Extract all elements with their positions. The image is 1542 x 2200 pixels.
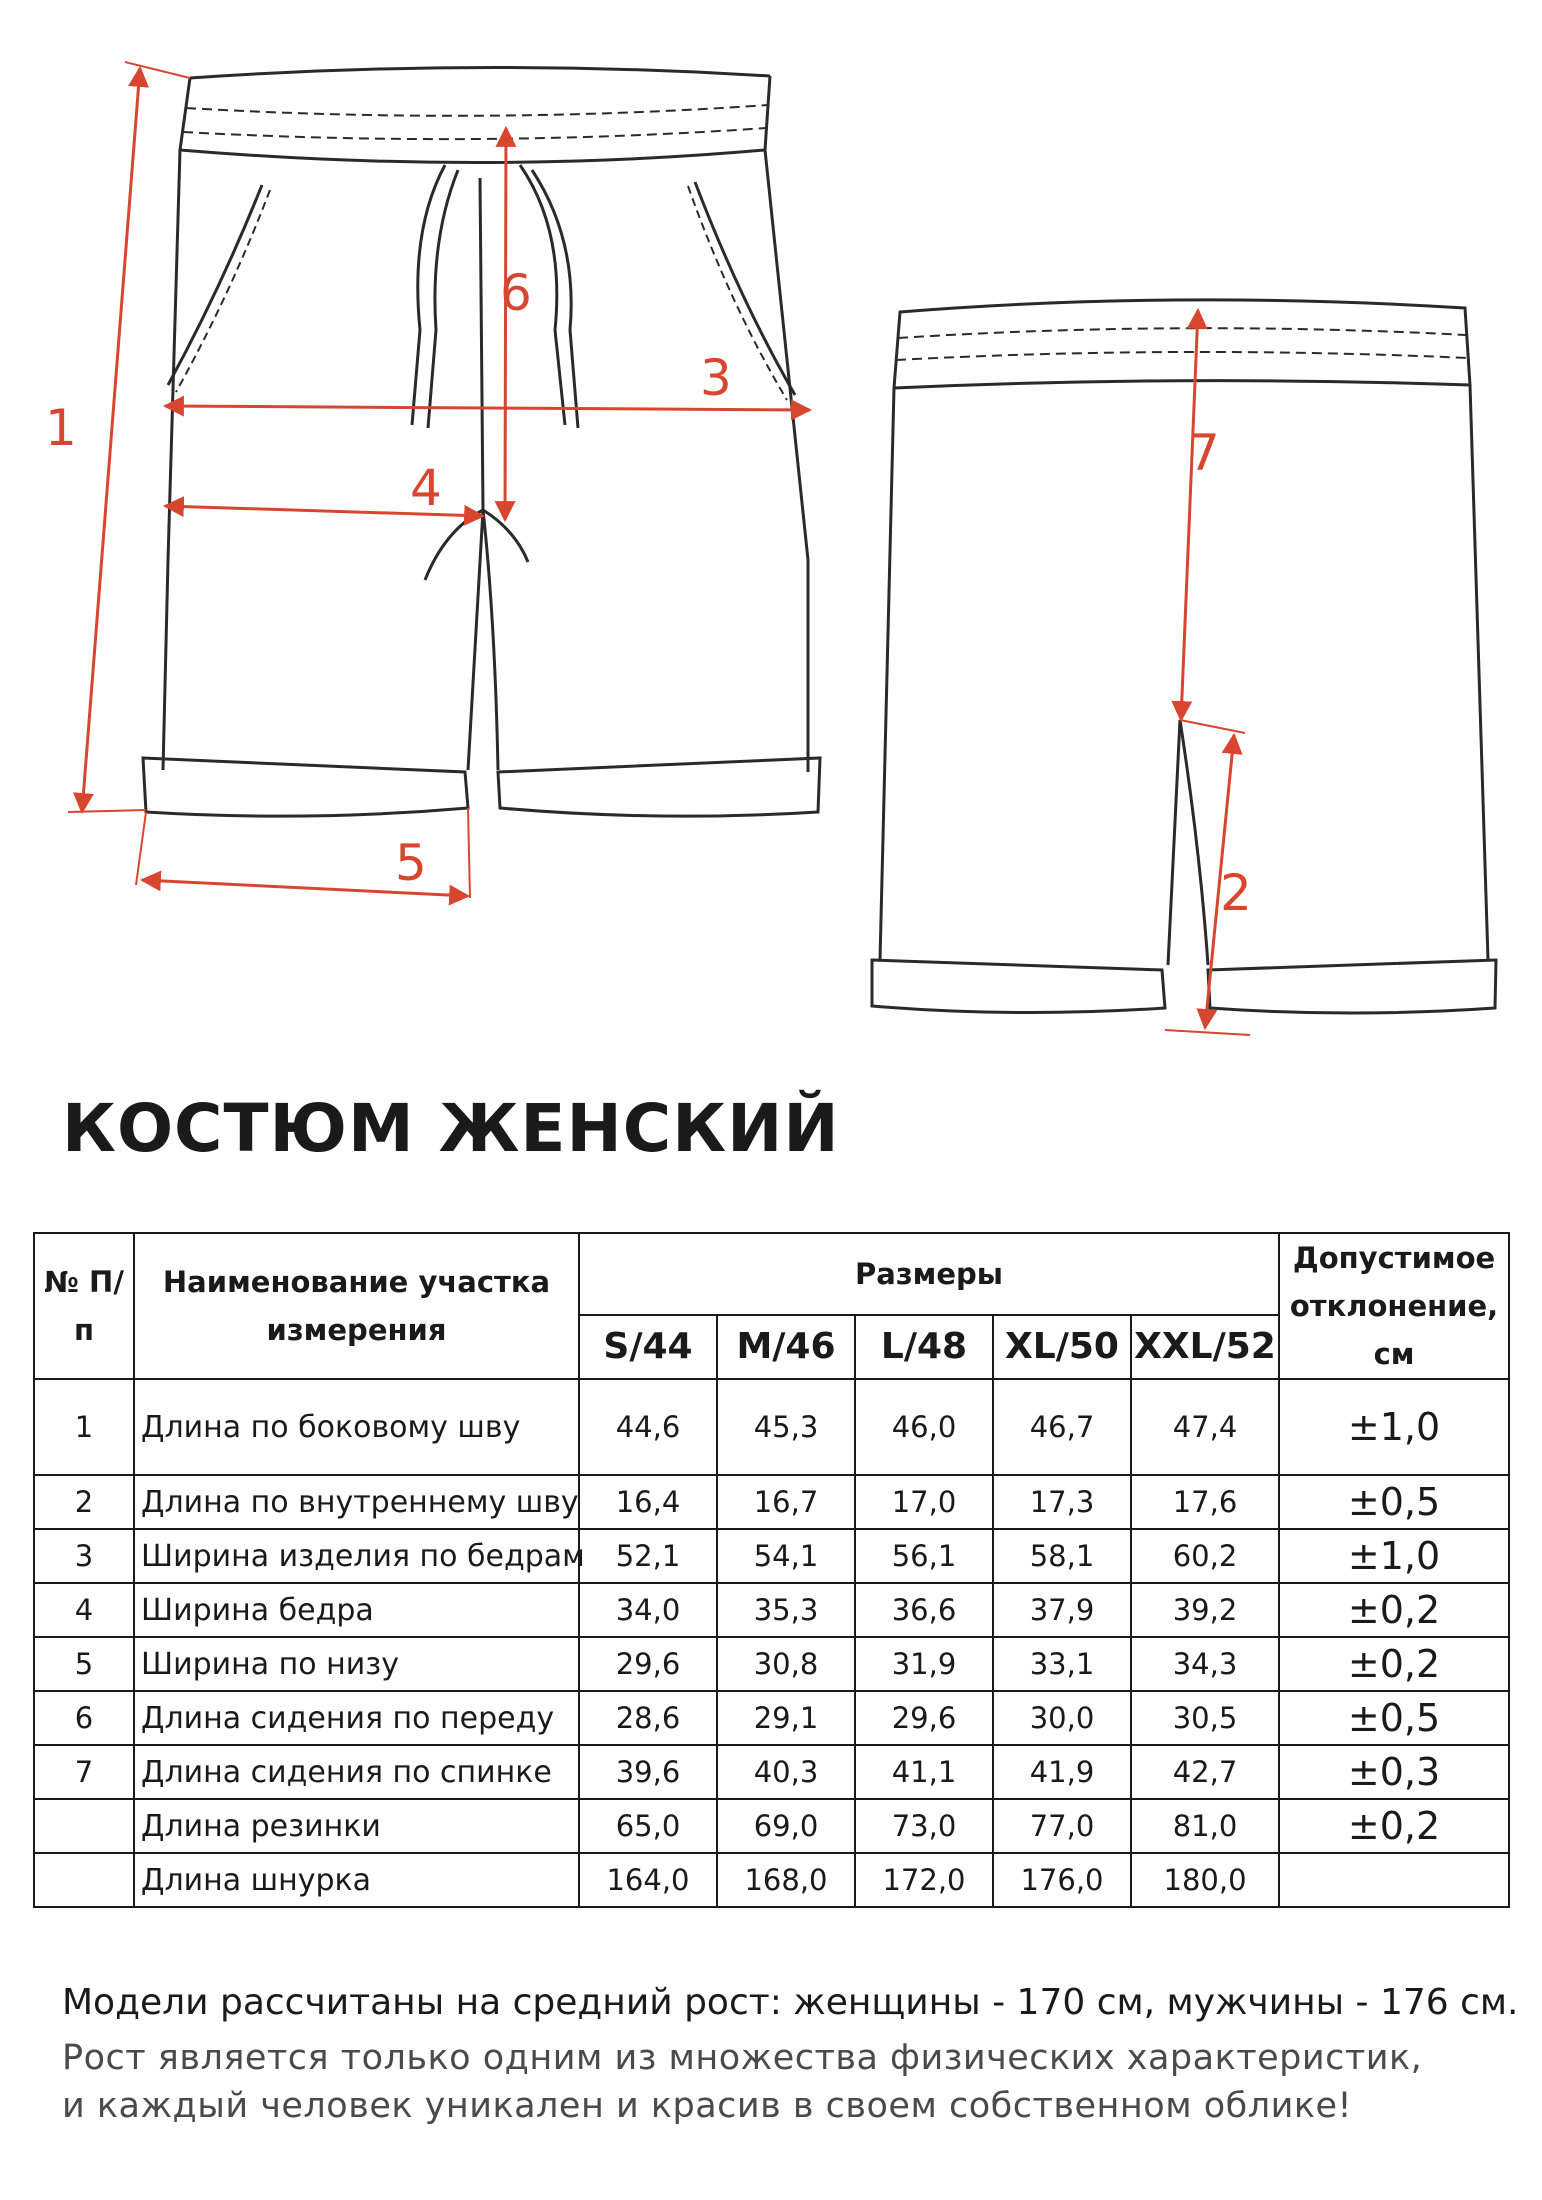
back-right-cuff — [1208, 960, 1496, 1013]
row-value: 39,6 — [579, 1745, 717, 1799]
row-value: 35,3 — [717, 1583, 855, 1637]
row-value: 81,0 — [1131, 1799, 1279, 1853]
size-l48: L/48 — [855, 1315, 993, 1379]
footer-note-line-2: Рост является только одним из множества физических характеристик, — [62, 2038, 1423, 2078]
back-waistband-outline — [894, 300, 1470, 388]
front-right-cuff — [498, 758, 820, 816]
row-name: Длина сидения по переду — [134, 1691, 579, 1745]
measure-7-back-rise-arrow — [1181, 310, 1198, 720]
measure-6-front-rise-arrow — [505, 128, 506, 520]
row-value: 17,0 — [855, 1475, 993, 1529]
row-value: 30,0 — [993, 1691, 1131, 1745]
front-crotch-right — [483, 510, 498, 770]
row-name: Ширина по низу — [134, 1637, 579, 1691]
row-name: Длина резинки — [134, 1799, 579, 1853]
row-name: Длина сидения по спинке — [134, 1745, 579, 1799]
table-body — [34, 1379, 1509, 1907]
row-tolerance — [1279, 1853, 1509, 1907]
measure-label-6: 6 — [500, 264, 532, 322]
row-value: 65,0 — [579, 1799, 717, 1853]
row-value: 42,7 — [1131, 1745, 1279, 1799]
size-xxl52: XXL/52 — [1131, 1315, 1279, 1379]
drawstring-knot — [425, 510, 483, 580]
measure-label-3: 3 — [700, 349, 732, 407]
row-name: Длина шнурка — [134, 1853, 579, 1907]
table-row — [34, 1853, 1509, 1907]
row-value: 29,6 — [855, 1691, 993, 1745]
measure-label-5: 5 — [395, 834, 427, 892]
front-waistband-outline — [180, 76, 770, 163]
row-value: 46,0 — [855, 1379, 993, 1475]
header-tolerance: Допустимое отклонение, см — [1279, 1233, 1509, 1379]
row-tolerance: ±0,2 — [1279, 1799, 1509, 1853]
row-value: 172,0 — [855, 1853, 993, 1907]
header-sizes: Размеры — [579, 1233, 1279, 1315]
row-number: 2 — [34, 1475, 134, 1529]
row-number: 6 — [34, 1691, 134, 1745]
row-number — [34, 1853, 134, 1907]
size-xl50: XL/50 — [993, 1315, 1131, 1379]
row-value: 56,1 — [855, 1529, 993, 1583]
table-row — [34, 1745, 1509, 1799]
row-value: 40,3 — [717, 1745, 855, 1799]
measure-label-4: 4 — [410, 459, 442, 517]
back-right-side — [1470, 385, 1488, 960]
row-name: Длина по внутреннему шву — [134, 1475, 579, 1529]
row-value: 180,0 — [1131, 1853, 1279, 1907]
row-value: 168,0 — [717, 1853, 855, 1907]
row-value: 29,6 — [579, 1637, 717, 1691]
size-m46: M/46 — [717, 1315, 855, 1379]
row-number: 7 — [34, 1745, 134, 1799]
row-value: 69,0 — [717, 1799, 855, 1853]
front-crotch-left — [468, 178, 483, 770]
row-name: Длина по боковому шву — [134, 1379, 579, 1475]
measure-1-side-length-arrow — [82, 68, 140, 812]
row-value: 37,9 — [993, 1583, 1131, 1637]
row-value: 58,1 — [993, 1529, 1131, 1583]
row-tolerance: ±0,5 — [1279, 1475, 1509, 1529]
size-s44: S/44 — [579, 1315, 717, 1379]
row-value: 45,3 — [717, 1379, 855, 1475]
size-table — [33, 1232, 1510, 1908]
front-right-side — [765, 150, 808, 772]
row-number: 1 — [34, 1379, 134, 1475]
row-tolerance: ±0,3 — [1279, 1745, 1509, 1799]
measure-label-7: 7 — [1188, 424, 1220, 482]
shorts-front-view — [143, 67, 820, 816]
footer-height-note: Модели рассчитаны на средний рост: женщины - 170 см, мужчины - 176 см. — [62, 1982, 1519, 2023]
row-value: 33,1 — [993, 1637, 1131, 1691]
row-value: 41,1 — [855, 1745, 993, 1799]
row-name: Ширина бедра — [134, 1583, 579, 1637]
table-header-row — [34, 1233, 1509, 1315]
row-value: 30,8 — [717, 1637, 855, 1691]
table-row — [34, 1691, 1509, 1745]
row-value: 164,0 — [579, 1853, 717, 1907]
row-value: 46,7 — [993, 1379, 1131, 1475]
row-tolerance: ±0,5 — [1279, 1691, 1509, 1745]
row-number: 5 — [34, 1637, 134, 1691]
row-value: 60,2 — [1131, 1529, 1279, 1583]
row-value: 176,0 — [993, 1853, 1131, 1907]
front-left-pocket — [168, 185, 262, 385]
row-value: 54,1 — [717, 1529, 855, 1583]
table-row — [34, 1799, 1509, 1853]
row-value: 31,9 — [855, 1637, 993, 1691]
row-tolerance: ±0,2 — [1279, 1637, 1509, 1691]
footer-note-line-3: и каждый человек уникален и красив в своем собственном облике! — [62, 2086, 1353, 2126]
shorts-measurement-diagram — [0, 0, 1542, 1060]
row-number: 4 — [34, 1583, 134, 1637]
front-left-side — [163, 150, 180, 770]
front-waistband-top — [190, 67, 770, 78]
row-value: 34,3 — [1131, 1637, 1279, 1691]
front-left-cuff — [143, 758, 468, 816]
row-value: 17,3 — [993, 1475, 1131, 1529]
drawstring-left — [412, 165, 445, 425]
back-crotch — [1168, 720, 1180, 965]
row-number — [34, 1799, 134, 1853]
measure-label-1: 1 — [45, 399, 77, 457]
row-value: 29,1 — [717, 1691, 855, 1745]
table-row — [34, 1529, 1509, 1583]
measure-label-2: 2 — [1220, 864, 1252, 922]
row-tolerance: ±1,0 — [1279, 1529, 1509, 1583]
row-value: 47,4 — [1131, 1379, 1279, 1475]
table-row — [34, 1583, 1509, 1637]
back-left-side — [880, 388, 894, 960]
measurement-arrows — [68, 62, 1250, 1035]
row-value: 36,6 — [855, 1583, 993, 1637]
page-title: КОСТЮМ ЖЕНСКИЙ — [62, 1090, 840, 1167]
row-value: 41,9 — [993, 1745, 1131, 1799]
row-value: 73,0 — [855, 1799, 993, 1853]
row-value: 44,6 — [579, 1379, 717, 1475]
row-number: 3 — [34, 1529, 134, 1583]
row-name: Ширина изделия по бедрам — [134, 1529, 579, 1583]
table-row — [34, 1379, 1509, 1475]
row-value: 77,0 — [993, 1799, 1131, 1853]
row-value: 16,4 — [579, 1475, 717, 1529]
row-value: 39,2 — [1131, 1583, 1279, 1637]
measurement-labels — [45, 264, 1252, 922]
row-value: 28,6 — [579, 1691, 717, 1745]
row-value: 34,0 — [579, 1583, 717, 1637]
row-value: 30,5 — [1131, 1691, 1279, 1745]
header-measurement-name: Наименование участка измерения — [134, 1233, 579, 1379]
back-left-cuff — [872, 960, 1165, 1013]
header-number: № П/п — [34, 1233, 134, 1379]
table-row — [34, 1475, 1509, 1529]
table-row — [34, 1637, 1509, 1691]
row-tolerance: ±1,0 — [1279, 1379, 1509, 1475]
row-value: 16,7 — [717, 1475, 855, 1529]
row-value: 52,1 — [579, 1529, 717, 1583]
row-value: 17,6 — [1131, 1475, 1279, 1529]
row-tolerance: ±0,2 — [1279, 1583, 1509, 1637]
